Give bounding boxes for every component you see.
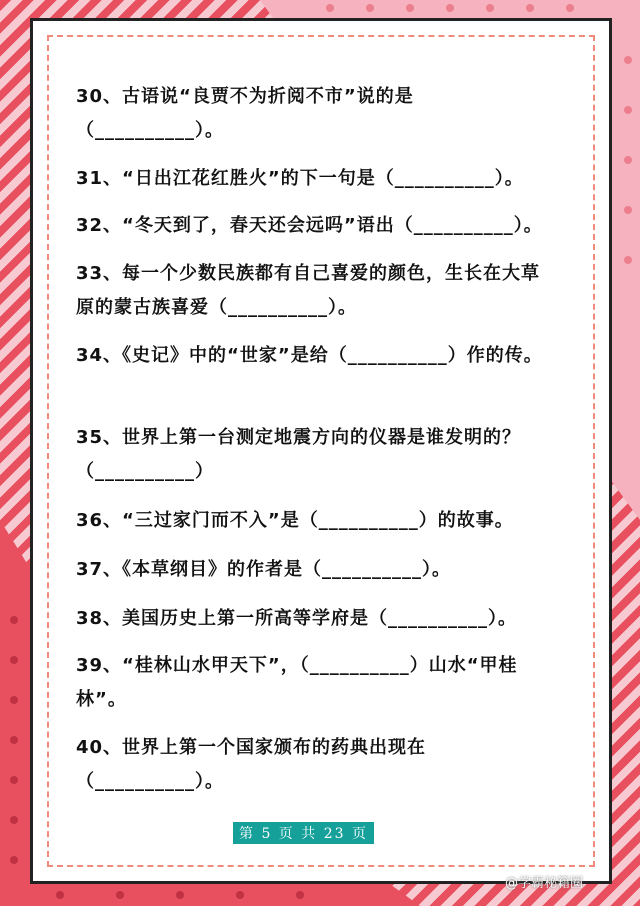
question-37: 37、《本草纲目》的作者是（__________）。 — [76, 559, 452, 580]
question-30: 30、古语说“良贾不为折阅不市”说的是（__________）。 — [76, 86, 414, 141]
question-40: 40、世界上第一个国家颁布的药典出现在（__________）。 — [76, 737, 427, 792]
question-36: 36、“三过家门而不入”是（__________）的故事。 — [76, 510, 514, 531]
question-39: 39、“桂林山水甲天下”，（__________）山水“甲桂林”。 — [76, 655, 518, 710]
question-34: 34、《史记》中的“世家”是给（__________）作的传。 — [76, 345, 543, 366]
watermark: @学霸秘籍圈 — [505, 876, 584, 891]
question-38: 38、美国历史上第一所高等学府是（__________）。 — [76, 608, 518, 629]
page-number: 第 5 页 共 23 页 — [233, 822, 374, 844]
question-35: 35、世界上第一台测定地震方向的仪器是谁发明的？（__________） — [76, 427, 522, 482]
question-32: 32、“冬天到了，春天还会远吗”语出（__________）。 — [76, 215, 543, 236]
question-31: 31、“日出江花红胜火”的下一句是（__________）。 — [76, 168, 524, 189]
question-33: 33、每一个少数民族都有自己喜爱的颜色，生长在大草原的蒙古族喜爱（__________）。 — [76, 263, 541, 318]
